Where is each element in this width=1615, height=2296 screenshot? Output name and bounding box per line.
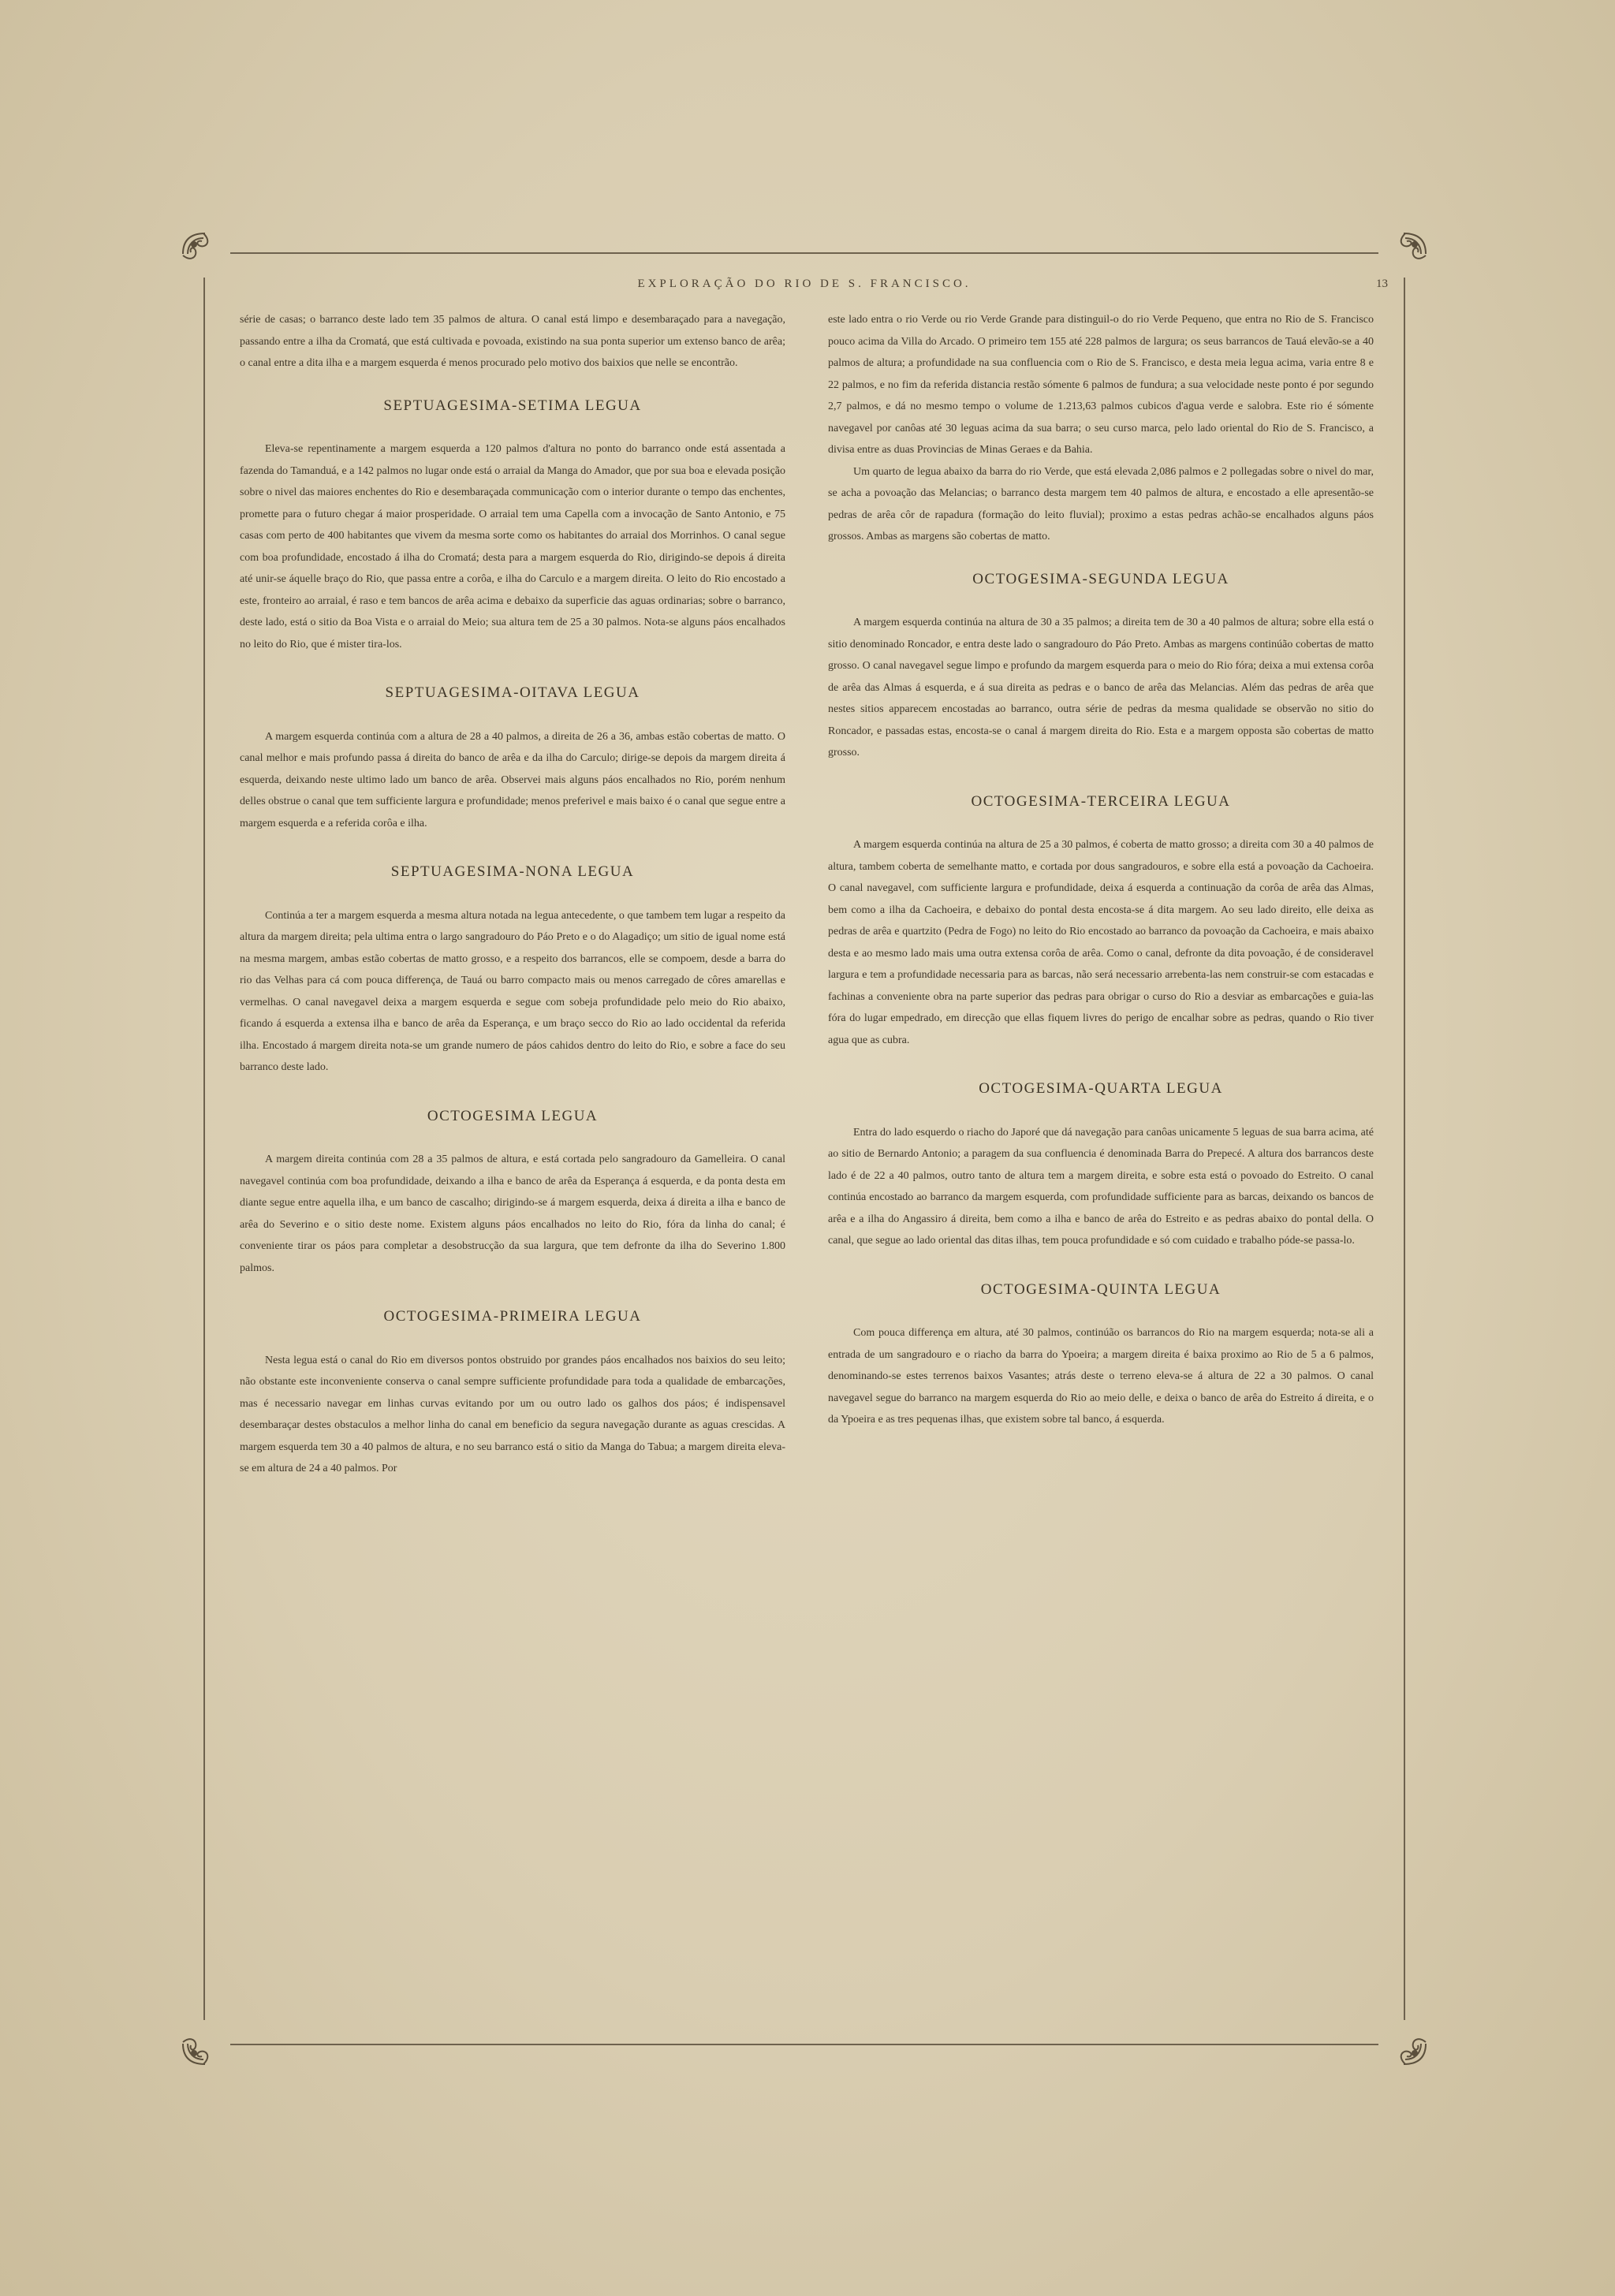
body-paragraph: A margem esquerda continúa na altura de 30 a 35 palmos; a direita tem de 30 a 40 palmos de altura; sobre ella está o sitio denominado Roncador, e entra deste lado o sangradouro do Páo Preto. Ambas as margens continúão cobertas de matto grosso. O canal navegavel segue limpo e profundo da margem esquerda para o meio do Rio fóra; deixa a mui extensa corôa de arêa das Almas á esquerda, e á sua direita as pedras e o banco de arêa das Melancias. Além das pedras de arêa que nestes sitios apparecem encostadas ao barranco, outra série de pedras da mesma qualidade se observão no sitio do Roncador, e passadas estas, encosta-se o canal á margem direita do Rio. Esta e a margem opposta são cobertas de matto grosso.: [828, 617, 1374, 758]
body-paragraph: série de casas; o barranco deste lado tem 35 palmos de altura. O canal está limpo e desembaraçado para a navegação, passando entre a ilha da Cromatá, que está cultivada e povoada, existindo na sua ponta superior um extenso banco de arêa; o canal entre a dita ilha e a margem esquerda é menos procurado pelo motivo dos baixios que nelle se encontrão.: [240, 314, 785, 369]
body-paragraph: este lado entra o rio Verde ou rio Verde Grande para distinguil-o do rio Verde Pequeno, que entra no Rio de S. Francisco pouco acima da Villa do Arcado. O primeiro tem 155 até 228 palmos de largura; os seus barrancos de Tauá elevão-se a 40 palmos de altura; a profundidade na sua confluencia com o Rio de S. Francisco, e desta meia legua acima, varia entre 8 e 22 palmos, e no fim da referida distancia restão sómente 6 palmos de fundura; a sua velocidade neste ponto é por segundo 2,7 palmos, e dá no mesmo tempo o volume de 1.213,63 palmos cubicos d'agua verde e salobra. Este rio é sómente navegavel por canôas até 30 leguas acima da sua barra; o seu curso marca, pelo lado oriental do Rio de S. Francisco, a divisa entre as duas Provincias de Minas Geraes e da Bahia.: [828, 314, 1374, 456]
body-paragraph: Entra do lado esquerdo o riacho do Japoré que dá navegação para canôas unicamente 5 leguas de sua barra acima, até ao sitio de Bernardo Antonio; a paragem da sua confluencia é denominada Barra do Prepecé. A altura dos barrancos deste lado é de 22 a 40 palmos, outro tanto de altura tem a margem direita, e sobre esta está o povoado do Estreito. O canal continúa encostado ao barranco da margem esquerda, com profundidade sufficiente para as barcas, deixando os bancos de arêa e a ilha do Angassiro á direita, bem como a ilha e banco de arêa do Estreito e as pedras abaixo do pontal della. O canal, que segue ao lado oriental das ditas ilhas, tem pouca profundidade e só com cuidado e trabalho póde-se passa-lo.: [828, 1126, 1374, 1247]
right-border-rule: [1404, 278, 1405, 2020]
corner-ornament-icon: [1374, 2012, 1429, 2067]
body-paragraph: A margem direita continúa com 28 a 35 palmos de altura, e está cortada pelo sangradouro da Gamelleira. O canal navegavel continúa com boa profundidade, deixando a ilha e banco de arêa da Esperança á esquerda, e da ponta desta em diante segue entre aquella ilha, e um banco de cascalho; dirigindo-se á margem esquerda, deixa á direita a ilha e banco de arêa do Severino e o sitio deste nome. Existem alguns páos encalhados no leito do Rio, fóra da linha do canal; é conveniente tirar os páos para completar a desobstrucção da sua largura, que tem defronte da ilha do Severino 1.800 palmos.: [240, 1154, 785, 1274]
body-paragraph: Eleva-se repentinamente a margem esquerda a 120 palmos d'altura no ponto do barranco onde está assentada a fazenda do Tamanduá, e a 142 palmos no lugar onde está o arraial da Manga do Amador, que por sua boa e elevada posição sobre o nivel das maiores enchentes do Rio e desembaraçada communicação com o interior durante o tempo das enchentes, promette para o futuro chegar á maior prosperidade. O arraial tem uma Capella com a invocação de Santo Antonio, e 75 casas com perto de 400 habitantes que vivem da mesma sorte como os habitantes do arraial dos Morrinhos. O canal segue com boa profundidade, encostado á ilha do Cromatá; desta para a margem esquerda do Rio, dirigindo-se depois á direita até unir-se áquelle braço do Rio, que passa entre a corôa, e ilha do Carculo e a margem direita. O leito do Rio encostado a este, fronteiro ao arraial, é raso e tem bancos de arêa acima e debaixo da superficie das aguas ordinarias; sobre o barranco, deste lado, está o sitio da Boa Vista e o arraial do Meio; sua altura tem de 25 a 30 palmos. Nota-se alguns páos encalhados no leito do Rio, que é mister tira-los.: [240, 443, 785, 650]
right-column: [828, 309, 1374, 1431]
top-border-rule: [230, 252, 1378, 254]
section-heading: OCTOGESIMA-TERCEIRA LEGUA: [971, 792, 1231, 810]
left-column: [240, 309, 785, 1480]
left-border-rule: [203, 278, 205, 2020]
bottom-border-rule: [230, 2044, 1378, 2045]
corner-ornament-icon: [180, 2012, 235, 2067]
section-heading: SEPTUAGESIMA-OITAVA LEGUA: [385, 684, 640, 701]
section-heading: SEPTUAGESIMA-NONA LEGUA: [390, 863, 635, 880]
section-heading: OCTOGESIMA-PRIMEIRA LEGUA: [383, 1308, 642, 1325]
body-paragraph: Nesta legua está o canal do Rio em diversos pontos obstruido por grandes páos encalhados nos baixios do seu leito; não obstante este inconveniente conserva o canal sempre sufficiente profundidade para toda a qualidade de embarcações, mas é necessario navegar em linhas curvas evitando por um ou outro lado os galhos dos páos; é indispensavel desembaraçar destes obstaculos a melhor linha do canal em beneficio da segura navegação durante as aguas crescidas. A margem esquerda tem 30 a 40 palmos de altura, e no seu barranco está o sitio da Manga do Tabua; a margem direita eleva-se em altura de 24 a 40 palmos. Por: [240, 1354, 785, 1474]
body-paragraph: Um quarto de legua abaixo da barra do rio Verde, que está elevada 2,086 palmos e 2 pollegadas sobre o nivel do mar, se acha a povoação das Melancias; o barranco desta margem tem 40 palmos de altura, e encostado a elle apresentão-se pedras de arêa côr de rapadura (formação do leito fluvial); proximo a estas pedras achão-se encalhados alguns páos grossos. Ambas as margens são cobertas de matto.: [828, 465, 1374, 542]
page-number: 13: [1376, 278, 1388, 290]
section-heading: OCTOGESIMA LEGUA: [427, 1107, 599, 1124]
running-title: EXPLORAÇÃO DO RIO DE S. FRANCISCO.: [637, 278, 972, 290]
body-paragraph: A margem esquerda continúa com a altura de 28 a 40 palmos, a direita de 26 a 36, ambas estão cobertas de matto. O canal melhor e mais profundo passa á direita do banco de arêa e da ilha do Carculo; dirige-se depois da margem direita á esquerda, deixando neste ultimo lado um banco de arêa. Observei mais alguns páos encalhados no Rio, porém nenhum delles obstrue o canal que tem sufficiente largura e profundidade; menos preferivel e mais baixo é o canal que segue entre a margem esquerda e a referida corôa e ilha.: [240, 730, 785, 829]
section-heading: OCTOGESIMA-QUINTA LEGUA: [980, 1280, 1222, 1298]
body-paragraph: Com pouca differença em altura, até 30 palmos, continúão os barrancos do Rio na margem esquerda; nota-se ali a entrada de um sangradouro e o riacho da barra do Ypoeira; a margem direita é baixa proximo ao Rio de 5 a 6 palmos, denominando-se estes terrenos baixos Vasantes; atrás deste o terreno eleva-se á altura de 22 a 30 palmos. O canal navegavel segue do barranco na margem esquerda do Rio ao meio delle, e deixa o banco de arêa do Estreito á direita, e o da Ypoeira e as tres pequenas ilhas, que existem sobre tal banco, á esquerda.: [828, 1327, 1374, 1426]
section-heading: OCTOGESIMA-SEGUNDA LEGUA: [972, 570, 1229, 587]
page-frame: [180, 230, 1429, 2067]
section-heading: OCTOGESIMA-QUARTA LEGUA: [979, 1080, 1223, 1097]
section-heading: SEPTUAGESIMA-SETIMA LEGUA: [383, 397, 642, 414]
body-paragraph: A margem esquerda continúa na altura de 25 a 30 palmos, é coberta de matto grosso; a direita com 30 a 40 palmos de altura, tambem coberta de semelhante matto, e cortada por dous sangradouros, e sobre ella está a povoação da Cachoeira. O canal navegavel, com sufficiente largura e profundidade, deixa á esquerda a continuação da corôa de arêa das Almas, bem como a ilha da Cachoeira, e debaixo do pontal desta encosta-se á dita margem. Ao seu lado direito, elle deixa as pedras de arêa e quartzito (Pedra de Fogo) no leito do Rio encostado ao barranco da povoação da Cachoeira, e mais abaixo desta e ao mesmo lado mais uma outra extensa corôa de arêa. Como o canal, defronte da dita povoação, é de consideravel largura e tem a profundidade necessaria para as barcas, não será necessario arrebenta-las nem construir-se com estacadas e fachinas a conveniente obra na parte superior das pedras para obrigar o curso do Rio a desviar as embarcações e guia-las fóra do lugar empedrado, em direcção que ellas fiquem livres do perigo de encalhar sobre as pedras, quando o Rio tiver agua que as cubra.: [828, 839, 1374, 1046]
body-paragraph: Continúa a ter a margem esquerda a mesma altura notada na legua antecedente, o que tambem tem lugar a respeito da altura da margem direita; pela ultima entra o largo sangradouro do Páo Preto e o do Alagadiço; um sitio de igual nome está na mesma margem, ambas estão cobertas de matto grosso, e a respeito dos barrancos, elle se compoem, desde a barra do rio das Velhas para cá com pouca differença, de Tauá ou barro compacto mais ou menos carregado de côres amarellas e vermelhas. O canal navegavel deixa a margem esquerda e segue com sobeja profundidade pelo meio do Rio abaixo, ficando á esquerda a extensa ilha e banco de arêa da Esperança, e um braço secco do Rio ao lado occidental da referida ilha. Encostado á margem direita nota-se um grande numero de páos cahidos dentro do leito do Rio, e sobre a face do seu barranco deste lado.: [240, 909, 785, 1073]
